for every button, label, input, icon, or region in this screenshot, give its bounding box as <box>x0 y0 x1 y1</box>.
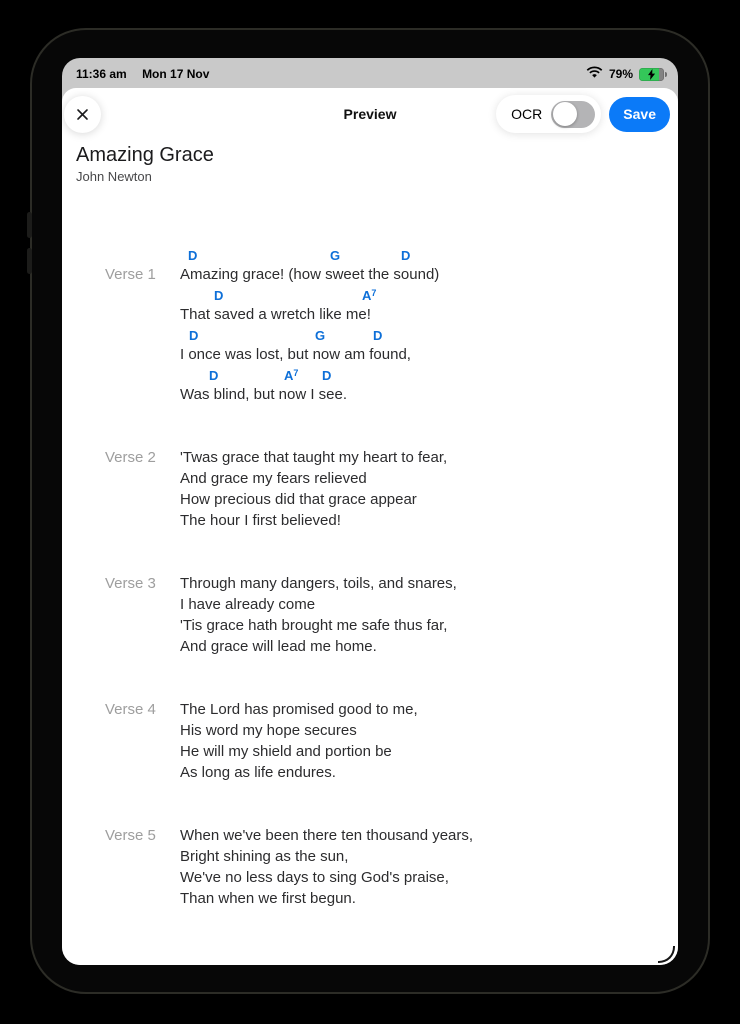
status-date: Mon 17 Nov <box>142 67 210 81</box>
status-right <box>586 66 664 82</box>
lyric-line: I once was lost, but now am found, <box>180 346 411 363</box>
status-left <box>76 67 221 81</box>
lyric-line: Amazing grace! (how sweet the sound) <box>180 266 440 283</box>
lyric-line: 'Tis grace hath brought me safe thus far, <box>180 617 448 634</box>
modal-header <box>62 88 678 140</box>
song-body <box>62 245 678 909</box>
verse-lines <box>180 825 678 909</box>
verse-label: Verse 5 <box>105 827 156 844</box>
ipad-frame <box>30 28 710 994</box>
chord: G <box>330 248 341 263</box>
verse-section <box>62 825 678 909</box>
volume-up-button <box>27 212 32 238</box>
screen <box>62 58 678 965</box>
lyric-line: The hour I first believed! <box>180 512 341 529</box>
lyric-line: Bright shining as the sun, <box>180 848 349 865</box>
verse-lines <box>180 573 678 657</box>
verse-section <box>62 447 678 531</box>
header-controls <box>496 95 670 133</box>
volume-down-button <box>27 248 32 274</box>
verse-lines <box>180 245 678 405</box>
verse-label: Verse 3 <box>105 575 156 592</box>
ocr-toggle-knob <box>553 102 577 126</box>
lyric-line: We've no less days to sing God's praise, <box>180 869 449 886</box>
song-author: John Newton <box>76 169 152 184</box>
battery-percent: 79% <box>608 67 633 81</box>
chord: G <box>315 328 326 343</box>
lightning-bolt-icon <box>647 69 656 80</box>
chord-row <box>180 285 678 304</box>
verse-lines <box>180 447 678 531</box>
verse-label: Verse 4 <box>105 701 156 718</box>
lyric-line: 'Twas grace that taught my heart to fear, <box>180 449 448 466</box>
verse-label: Verse 2 <box>105 449 156 466</box>
verse-lines <box>180 699 678 783</box>
chord: D <box>189 328 199 343</box>
chord: D <box>188 248 198 263</box>
chord: D <box>322 368 332 383</box>
lyric-line: When we've been there ten thousand years, <box>180 827 474 844</box>
save-button[interactable]: Save <box>609 97 670 132</box>
ocr-control <box>496 95 601 133</box>
chord-row <box>180 245 678 264</box>
verse-section <box>62 245 678 405</box>
lyric-line: The Lord has promised good to me, <box>180 701 418 718</box>
chord: D <box>373 328 383 343</box>
lyric-line: I have already come <box>180 596 316 613</box>
status-bar <box>62 58 678 88</box>
lyric-line: Than when we first begun. <box>180 890 356 907</box>
lyric-line: His word my hope secures <box>180 722 357 739</box>
lyric-line: He will my shield and portion be <box>180 743 392 760</box>
lyric-line: Was blind, but now I see. <box>180 386 348 403</box>
verse-label: Verse 1 <box>105 266 156 283</box>
status-time: 11:36 am <box>76 67 127 81</box>
modal-title: Preview <box>343 106 397 122</box>
lyric-line: That saved a wretch like me! <box>180 306 371 323</box>
ocr-toggle[interactable] <box>551 101 595 128</box>
lyric-line: As long as life endures. <box>180 764 336 781</box>
wifi-icon <box>586 66 603 82</box>
chord: $A^7$ <box>284 368 299 383</box>
chord: D <box>209 368 219 383</box>
chord: D <box>401 248 411 263</box>
preview-modal <box>62 88 678 965</box>
lyric-line: And grace will lead me home. <box>180 638 377 655</box>
song-header <box>62 143 678 185</box>
verse-section <box>62 573 678 657</box>
lyric-line: And grace my fears relieved <box>180 470 367 487</box>
ocr-label: OCR <box>511 106 543 122</box>
chord: D <box>214 288 224 303</box>
chord: $A^7$ <box>362 288 377 303</box>
battery-charging-icon <box>639 68 664 81</box>
chord-row <box>180 325 678 344</box>
verse-section <box>62 699 678 783</box>
song-title: Amazing Grace <box>76 144 214 166</box>
lyric-line: How precious did that grace appear <box>180 491 417 508</box>
chord-row <box>180 365 678 384</box>
lyric-line: Through many dangers, toils, and snares, <box>180 575 457 592</box>
